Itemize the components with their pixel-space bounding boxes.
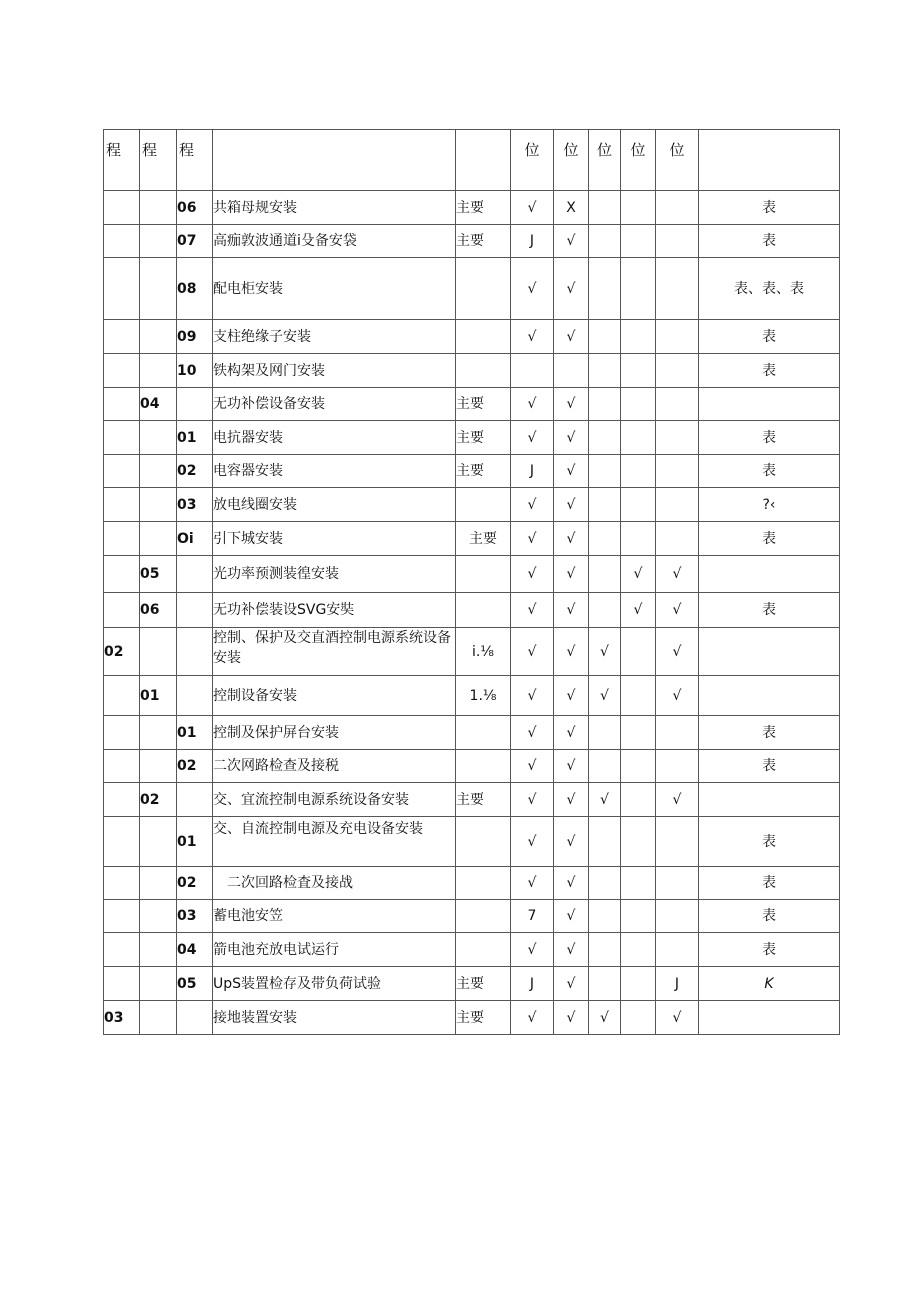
cell-m1: √ <box>511 593 554 628</box>
cell-c1 <box>104 750 140 783</box>
cell-m4: √ <box>621 593 656 628</box>
cell-c1 <box>104 593 140 628</box>
cell-rec: 表 <box>699 900 840 933</box>
cell-rec: 表 <box>699 225 840 258</box>
cell-m2: X <box>554 191 589 225</box>
cell-type <box>456 593 511 628</box>
cell-c3 <box>177 676 213 716</box>
cell-type <box>456 867 511 900</box>
cell-name: 交、自流控制电源及充电设备安装 <box>213 817 456 867</box>
table-row <box>104 900 840 933</box>
cell-m4 <box>621 488 656 522</box>
header-cell-m4: 位 <box>621 130 656 191</box>
cell-c3: 07 <box>177 225 213 258</box>
cell-name: 高痂敦波通道i殳备安袋 <box>213 225 456 258</box>
cell-c3: 03 <box>177 488 213 522</box>
cell-name: 交、宜流控制电源系统设备安装 <box>213 783 456 817</box>
cell-type: 主要 <box>456 421 511 455</box>
cell-name: 控制设备安装 <box>213 676 456 716</box>
table-row <box>104 783 840 817</box>
cell-m2: √ <box>554 817 589 867</box>
cell-name-text: 控制、保护及交直酒控制电源系统设备安装 <box>213 630 451 666</box>
cell-m5 <box>656 488 699 522</box>
cell-m2: √ <box>554 455 589 488</box>
cell-m3 <box>589 388 621 421</box>
cell-name: 引下城安装 <box>213 522 456 556</box>
cell-name: 电抗器安装 <box>213 421 456 455</box>
cell-rec <box>699 556 840 593</box>
table-row <box>104 455 840 488</box>
cell-c2 <box>140 817 177 867</box>
cell-name: 支柱绝缘子安装 <box>213 320 456 354</box>
cell-name: 蓄电池安笠 <box>213 900 456 933</box>
cell-c2 <box>140 354 177 388</box>
cell-c2 <box>140 421 177 455</box>
table-row <box>104 556 840 593</box>
cell-c3: 08 <box>177 258 213 320</box>
cell-c2 <box>140 628 177 676</box>
header-cell-c3: 程 <box>177 130 213 191</box>
cell-m2: √ <box>554 258 589 320</box>
header-cell-m1: 位 <box>511 130 554 191</box>
cell-m3 <box>589 867 621 900</box>
cell-m5: √ <box>656 593 699 628</box>
cell-m1: √ <box>511 1001 554 1035</box>
cell-c2 <box>140 258 177 320</box>
cell-m2: √ <box>554 967 589 1001</box>
cell-m3 <box>589 716 621 750</box>
table-row <box>104 421 840 455</box>
cell-m3 <box>589 750 621 783</box>
cell-m2: √ <box>554 783 589 817</box>
cell-m2: √ <box>554 421 589 455</box>
cell-rec: 表 <box>699 933 840 967</box>
cell-c3: 02 <box>177 867 213 900</box>
cell-m2 <box>554 354 589 388</box>
cell-name: 无功补偿装设SVG安奘 <box>213 593 456 628</box>
cell-rec: 表、表、表 <box>699 258 840 320</box>
table-row <box>104 716 840 750</box>
cell-name: 控制及保护屏台安装 <box>213 716 456 750</box>
cell-c3 <box>177 593 213 628</box>
cell-m1: J <box>511 967 554 1001</box>
cell-m4 <box>621 676 656 716</box>
header-cell-c1: 程 <box>104 130 140 191</box>
cell-m5 <box>656 455 699 488</box>
inspection-table <box>103 129 840 1035</box>
cell-m4 <box>621 967 656 1001</box>
cell-m5 <box>656 191 699 225</box>
table-row <box>104 867 840 900</box>
cell-type <box>456 258 511 320</box>
cell-c3 <box>177 628 213 676</box>
cell-c1 <box>104 488 140 522</box>
cell-m1: J <box>511 455 554 488</box>
cell-c1 <box>104 967 140 1001</box>
cell-m3 <box>589 455 621 488</box>
cell-c1 <box>104 258 140 320</box>
cell-c1 <box>104 867 140 900</box>
cell-c1 <box>104 783 140 817</box>
cell-m3 <box>589 354 621 388</box>
cell-rec: 表 <box>699 455 840 488</box>
cell-m3 <box>589 967 621 1001</box>
cell-m1: 7 <box>511 900 554 933</box>
cell-c3: 01 <box>177 817 213 867</box>
cell-type <box>456 900 511 933</box>
cell-m5 <box>656 750 699 783</box>
cell-c3: 05 <box>177 967 213 1001</box>
cell-m3 <box>589 421 621 455</box>
cell-c3: 09 <box>177 320 213 354</box>
cell-c2 <box>140 867 177 900</box>
table-row <box>104 593 840 628</box>
cell-m4 <box>621 522 656 556</box>
cell-c1: 02 <box>104 628 140 676</box>
cell-name: 配电柜安装 <box>213 258 456 320</box>
cell-type <box>456 817 511 867</box>
cell-m4 <box>621 388 656 421</box>
cell-c3 <box>177 388 213 421</box>
cell-m1: √ <box>511 676 554 716</box>
cell-m4 <box>621 320 656 354</box>
cell-m2: √ <box>554 676 589 716</box>
table-row <box>104 320 840 354</box>
cell-m4 <box>621 750 656 783</box>
cell-c2 <box>140 488 177 522</box>
cell-rec <box>699 783 840 817</box>
cell-m2: √ <box>554 716 589 750</box>
cell-c3: 04 <box>177 933 213 967</box>
cell-m2: √ <box>554 750 589 783</box>
cell-m4 <box>621 900 656 933</box>
cell-c1 <box>104 320 140 354</box>
cell-c2 <box>140 225 177 258</box>
cell-type <box>456 716 511 750</box>
cell-rec: 表 <box>699 421 840 455</box>
table-row <box>104 354 840 388</box>
cell-m3 <box>589 933 621 967</box>
cell-m5 <box>656 716 699 750</box>
cell-m1: √ <box>511 191 554 225</box>
cell-m5 <box>656 354 699 388</box>
cell-type: 主要 <box>456 967 511 1001</box>
header-cell-m5: 位 <box>656 130 699 191</box>
cell-c2 <box>140 191 177 225</box>
cell-type: 主要 <box>456 522 511 556</box>
header-cell-type <box>456 130 511 191</box>
cell-m3 <box>589 593 621 628</box>
cell-m4 <box>621 258 656 320</box>
cell-c1 <box>104 900 140 933</box>
cell-rec: ?‹ <box>699 488 840 522</box>
cell-m2: √ <box>554 933 589 967</box>
table-row <box>104 488 840 522</box>
cell-m3 <box>589 225 621 258</box>
cell-m1: √ <box>511 421 554 455</box>
cell-name: 无功补偿设备安装 <box>213 388 456 421</box>
cell-m1: √ <box>511 522 554 556</box>
cell-c3: 01 <box>177 716 213 750</box>
cell-m5: √ <box>656 676 699 716</box>
header-cell-rec <box>699 130 840 191</box>
cell-m1: √ <box>511 258 554 320</box>
cell-m5 <box>656 320 699 354</box>
cell-m4 <box>621 191 656 225</box>
table-row <box>104 676 840 716</box>
cell-rec: K <box>699 967 840 1001</box>
cell-m3 <box>589 522 621 556</box>
cell-rec: 表 <box>699 522 840 556</box>
cell-rec <box>699 388 840 421</box>
cell-m3 <box>589 817 621 867</box>
cell-c2: 04 <box>140 388 177 421</box>
table-row <box>104 967 840 1001</box>
cell-m4 <box>621 817 656 867</box>
cell-m1: √ <box>511 716 554 750</box>
cell-m4 <box>621 933 656 967</box>
cell-m4 <box>621 716 656 750</box>
cell-m4 <box>621 783 656 817</box>
cell-type: 主要 <box>456 455 511 488</box>
cell-c3 <box>177 556 213 593</box>
cell-m1: √ <box>511 488 554 522</box>
cell-m2: √ <box>554 522 589 556</box>
cell-type <box>456 750 511 783</box>
cell-name: 共箱母规安装 <box>213 191 456 225</box>
cell-m3 <box>589 191 621 225</box>
cell-m1: J <box>511 225 554 258</box>
cell-m5 <box>656 522 699 556</box>
cell-c2 <box>140 522 177 556</box>
cell-c1 <box>104 354 140 388</box>
cell-m5: J <box>656 967 699 1001</box>
cell-type <box>456 556 511 593</box>
cell-name: 放电线圈安装 <box>213 488 456 522</box>
cell-m2: √ <box>554 388 589 421</box>
cell-m3 <box>589 320 621 354</box>
cell-name: 二次网路检查及接税 <box>213 750 456 783</box>
cell-name: 二次回路检査及接战 <box>213 867 456 900</box>
cell-m5: √ <box>656 628 699 676</box>
cell-m3 <box>589 258 621 320</box>
cell-m4 <box>621 455 656 488</box>
cell-m5 <box>656 225 699 258</box>
cell-m5 <box>656 933 699 967</box>
cell-c3: 01 <box>177 421 213 455</box>
header-cell-c2: 程 <box>140 130 177 191</box>
cell-m4 <box>621 628 656 676</box>
cell-rec: 表 <box>699 867 840 900</box>
cell-c3: Oi <box>177 522 213 556</box>
cell-name: 铁构架及网门安装 <box>213 354 456 388</box>
table-row <box>104 258 840 320</box>
cell-c1: 03 <box>104 1001 140 1035</box>
cell-m1: √ <box>511 628 554 676</box>
table-row <box>104 933 840 967</box>
cell-m5 <box>656 867 699 900</box>
cell-type: 主要 <box>456 1001 511 1035</box>
cell-c3 <box>177 1001 213 1035</box>
cell-rec: 表 <box>699 750 840 783</box>
header-cell-m3: 位 <box>589 130 621 191</box>
cell-c1 <box>104 191 140 225</box>
cell-m1: √ <box>511 817 554 867</box>
cell-m2: √ <box>554 320 589 354</box>
cell-c1 <box>104 455 140 488</box>
header-cell-name <box>213 130 456 191</box>
cell-m2: √ <box>554 900 589 933</box>
cell-m2: √ <box>554 556 589 593</box>
cell-name <box>213 628 456 676</box>
cell-m1: √ <box>511 388 554 421</box>
cell-c2 <box>140 967 177 1001</box>
cell-m5 <box>656 388 699 421</box>
cell-rec: 表 <box>699 354 840 388</box>
cell-m3: √ <box>589 1001 621 1035</box>
cell-rec: 表 <box>699 817 840 867</box>
cell-type: 主要 <box>456 191 511 225</box>
cell-c1 <box>104 556 140 593</box>
table-body <box>104 130 840 1035</box>
table-row <box>104 750 840 783</box>
cell-name: 接地装置安装 <box>213 1001 456 1035</box>
cell-rec: 表 <box>699 191 840 225</box>
cell-c3: 10 <box>177 354 213 388</box>
cell-m1: √ <box>511 933 554 967</box>
cell-m2: √ <box>554 1001 589 1035</box>
cell-m5 <box>656 817 699 867</box>
header-row <box>104 130 840 191</box>
cell-c3 <box>177 783 213 817</box>
cell-rec <box>699 676 840 716</box>
cell-m3: √ <box>589 676 621 716</box>
cell-type <box>456 933 511 967</box>
cell-m1 <box>511 354 554 388</box>
cell-m3: √ <box>589 628 621 676</box>
cell-type: 主要 <box>456 225 511 258</box>
table-row <box>104 628 840 676</box>
cell-m5: √ <box>656 1001 699 1035</box>
cell-rec <box>699 628 840 676</box>
cell-m4 <box>621 421 656 455</box>
cell-m4 <box>621 1001 656 1035</box>
cell-c2: 02 <box>140 783 177 817</box>
cell-c2 <box>140 320 177 354</box>
cell-c1 <box>104 522 140 556</box>
cell-name: UpS装置检存及带负荷试验 <box>213 967 456 1001</box>
cell-m1: √ <box>511 750 554 783</box>
cell-m3: √ <box>589 783 621 817</box>
cell-m5: √ <box>656 783 699 817</box>
cell-m5: √ <box>656 556 699 593</box>
cell-m5 <box>656 258 699 320</box>
cell-c3: 02 <box>177 750 213 783</box>
cell-m4: √ <box>621 556 656 593</box>
cell-m2: √ <box>554 225 589 258</box>
cell-type: 主要 <box>456 783 511 817</box>
cell-name: 光功率预测装徨安装 <box>213 556 456 593</box>
cell-c2: 06 <box>140 593 177 628</box>
cell-m2: √ <box>554 867 589 900</box>
cell-name: 电容器安装 <box>213 455 456 488</box>
cell-type <box>456 354 511 388</box>
cell-m3 <box>589 556 621 593</box>
cell-m2: √ <box>554 628 589 676</box>
cell-m3 <box>589 488 621 522</box>
cell-c3: 03 <box>177 900 213 933</box>
cell-c1 <box>104 716 140 750</box>
cell-rec: 表 <box>699 320 840 354</box>
cell-type: 1.⅛ <box>456 676 511 716</box>
cell-c2: 05 <box>140 556 177 593</box>
cell-c2 <box>140 1001 177 1035</box>
cell-type: 主要 <box>456 388 511 421</box>
cell-c1 <box>104 817 140 867</box>
cell-name: 箭电池充放电试运行 <box>213 933 456 967</box>
cell-m3 <box>589 900 621 933</box>
cell-c2 <box>140 900 177 933</box>
table-row <box>104 817 840 867</box>
cell-type <box>456 488 511 522</box>
cell-m5 <box>656 900 699 933</box>
cell-m1: √ <box>511 783 554 817</box>
cell-m2: √ <box>554 593 589 628</box>
cell-c2 <box>140 750 177 783</box>
cell-m1: √ <box>511 867 554 900</box>
cell-c1 <box>104 225 140 258</box>
table-row <box>104 225 840 258</box>
header-cell-m2: 位 <box>554 130 589 191</box>
table-row <box>104 388 840 421</box>
table-row <box>104 522 840 556</box>
cell-c2 <box>140 933 177 967</box>
cell-c1 <box>104 421 140 455</box>
cell-m4 <box>621 867 656 900</box>
cell-c2 <box>140 455 177 488</box>
cell-c1 <box>104 388 140 421</box>
cell-c3: 02 <box>177 455 213 488</box>
cell-c2: 01 <box>140 676 177 716</box>
cell-type: i.⅛ <box>456 628 511 676</box>
cell-m5 <box>656 421 699 455</box>
cell-c1 <box>104 676 140 716</box>
table-row <box>104 1001 840 1035</box>
cell-type <box>456 320 511 354</box>
cell-rec: 表 <box>699 593 840 628</box>
cell-c1 <box>104 933 140 967</box>
cell-m4 <box>621 354 656 388</box>
cell-c2 <box>140 716 177 750</box>
cell-rec <box>699 1001 840 1035</box>
cell-m4 <box>621 225 656 258</box>
cell-c3: 06 <box>177 191 213 225</box>
cell-m1: √ <box>511 320 554 354</box>
cell-rec: 表 <box>699 716 840 750</box>
table-row <box>104 191 840 225</box>
cell-m2: √ <box>554 488 589 522</box>
cell-m1: √ <box>511 556 554 593</box>
